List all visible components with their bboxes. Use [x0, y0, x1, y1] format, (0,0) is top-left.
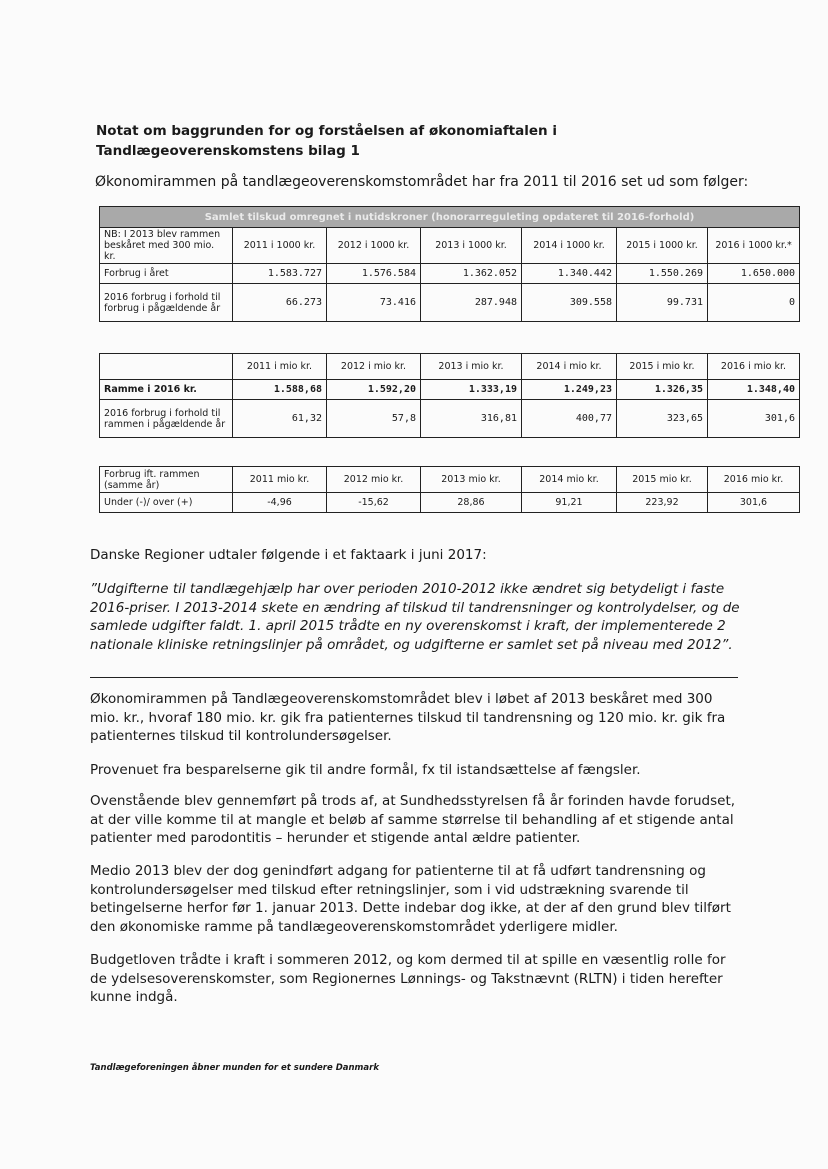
cell-value: -4,96	[233, 493, 327, 513]
column-header: 2012 i 1000 kr.	[327, 228, 421, 264]
row-label: Forbrug i året	[100, 264, 233, 284]
intro-text: Økonomirammen på tandlægeoverenskomstområdet har fra 2011 til 2016 set ud som følger:	[95, 174, 749, 190]
table-thousands	[99, 206, 800, 322]
column-header: 2016 i mio kr.	[708, 354, 800, 380]
column-header: 2015 mio kr.	[617, 467, 708, 493]
column-header: 2011 i 1000 kr.	[233, 228, 327, 264]
column-header: 2011 mio kr.	[233, 467, 327, 493]
cell-value: 1.550.269	[617, 264, 708, 284]
cell-value: 287.948	[421, 284, 522, 322]
column-header: 2012 i mio kr.	[327, 354, 421, 380]
paragraph-2: Provenuet fra besparelserne gik til andre formål, fx til istandsættelse af fængsler.	[90, 762, 641, 778]
table-banner: Samlet tilskud omregnet i nutidskroner (honorarreguleting opdateret til 2016-forhold)	[100, 207, 800, 228]
cell-value: 1.650.000	[708, 264, 800, 284]
table-row	[100, 493, 800, 513]
footer-slogan: Tandlægeforeningen åbner munden for et sundere Danmark	[90, 1063, 379, 1073]
row-label: Ramme i 2016 kr.	[100, 380, 233, 400]
column-header: 2013 mio kr.	[421, 467, 522, 493]
cell-value: 61,32	[233, 400, 327, 438]
table-deviation	[99, 466, 800, 513]
column-header: 2011 i mio kr.	[233, 354, 327, 380]
paragraph-regioner: Danske Regioner udtaler følgende i et faktaark i juni 2017:	[90, 547, 487, 563]
document-title: Notat om baggrunden for og forståelsen af økonomiaftalen i Tandlægeoverenskomstens bilag 1	[96, 123, 557, 159]
table-row	[100, 400, 800, 438]
cell-value: 309.558	[522, 284, 617, 322]
table-corner-note	[100, 354, 233, 380]
cell-value: 316,81	[421, 400, 522, 438]
cell-value: 57,8	[327, 400, 421, 438]
quote-block: ”Udgifterne til tandlægehjælp har over perioden 2010-2012 ikke ændret sig betydeligt i faste 2016-priser. I 2013-2014 skete en ændring af tilskud til tandrensninger og kontrolydelser, og de samlede udgifter faldt. 1. april 2015 trådte en ny overenskomst i kraft, der implementerede 2 nationale kliniske retningslinjer på området, og udgifterne er samlet set på niveau med 2012”.	[90, 581, 740, 653]
cell-value: 0	[708, 284, 800, 322]
paragraph-3: Ovenstående blev gennemført på trods af, at Sundhedsstyrelsen få år forinden havde forudset, at der ville komme til at mangle et beløb af samme størrelse til behandling af et stigende antal patienter med parodontitis – herunder et stigende antal ældre patienter.	[90, 793, 736, 846]
column-header: 2014 mio kr.	[522, 467, 617, 493]
row-label: 2016 forbrug i forhold til forbrug i pågældende år	[100, 284, 233, 322]
paragraph-1: Økonomirammen på Tandlægeoverenskomstområdet blev i løbet af 2013 beskåret med 300 mio. kr., hvoraf 180 mio. kr. gik fra patienternes tilskud til tandrensning og 120 mio. kr. gik fra patienternes tilskud til kontrolundersøgelser.	[90, 691, 726, 744]
cell-value: 1.583.727	[233, 264, 327, 284]
paragraph-4: Medio 2013 blev der dog genindført adgang for patienterne til at få udført tandrensning og kontrolundersøgelser med tilskud efter retningslinjer, som i vid udstrækning svarende til betingelserne herfor før 1. januar 2013. Dette indebar dog ikke, at der af den grund blev tilført den økonomiske ramme på tandlægeoverenskomstområdet yderligere midler.	[90, 863, 731, 935]
column-header: 2015 i 1000 kr.	[617, 228, 708, 264]
table-corner-note: Forbrug ift. rammen (samme år)	[100, 467, 233, 493]
row-label: Under (-)/ over (+)	[100, 493, 233, 513]
table-row	[100, 284, 800, 322]
column-header: 2012 mio kr.	[327, 467, 421, 493]
row-label: 2016 forbrug i forhold til rammen i pågældende år	[100, 400, 233, 438]
column-header: 2013 i 1000 kr.	[421, 228, 522, 264]
column-header: 2015 i mio kr.	[617, 354, 708, 380]
column-header: 2013 i mio kr.	[421, 354, 522, 380]
cell-value: 323,65	[617, 400, 708, 438]
table-row	[100, 380, 800, 400]
cell-value: 1.362.052	[421, 264, 522, 284]
table-corner-note: NB: I 2013 blev rammen beskåret med 300 mio. kr.	[100, 228, 233, 264]
table-millions	[99, 353, 800, 438]
cell-value: 73.416	[327, 284, 421, 322]
cell-value: 66.273	[233, 284, 327, 322]
cell-value: 1.326,35	[617, 380, 708, 400]
cell-value: -15,62	[327, 493, 421, 513]
cell-value: 28,86	[421, 493, 522, 513]
cell-value: 91,21	[522, 493, 617, 513]
cell-value: 1.340.442	[522, 264, 617, 284]
cell-value: 1.348,40	[708, 380, 800, 400]
column-header: 2016 i 1000 kr.*	[708, 228, 800, 264]
cell-value: 301,6	[708, 400, 800, 438]
cell-value: 400,77	[522, 400, 617, 438]
cell-value: 223,92	[617, 493, 708, 513]
cell-value: 1.249,23	[522, 380, 617, 400]
cell-value: 1.592,20	[327, 380, 421, 400]
cell-value: 1.588,68	[233, 380, 327, 400]
cell-value: 1.576.584	[327, 264, 421, 284]
cell-value: 99.731	[617, 284, 708, 322]
column-header: 2014 i mio kr.	[522, 354, 617, 380]
cell-value: 301,6	[708, 493, 800, 513]
cell-value: 1.333,19	[421, 380, 522, 400]
table-row	[100, 264, 800, 284]
divider	[90, 677, 738, 678]
column-header: 2016 mio kr.	[708, 467, 800, 493]
column-header: 2014 i 1000 kr.	[522, 228, 617, 264]
paragraph-5: Budgetloven trådte i kraft i sommeren 2012, og kom dermed til at spille en væsentlig rolle for de ydelsesoverenskomster, som Regionernes Lønnings- og Takstnævnt (RLTN) i tiden herefter kunne indgå.	[90, 952, 726, 1005]
